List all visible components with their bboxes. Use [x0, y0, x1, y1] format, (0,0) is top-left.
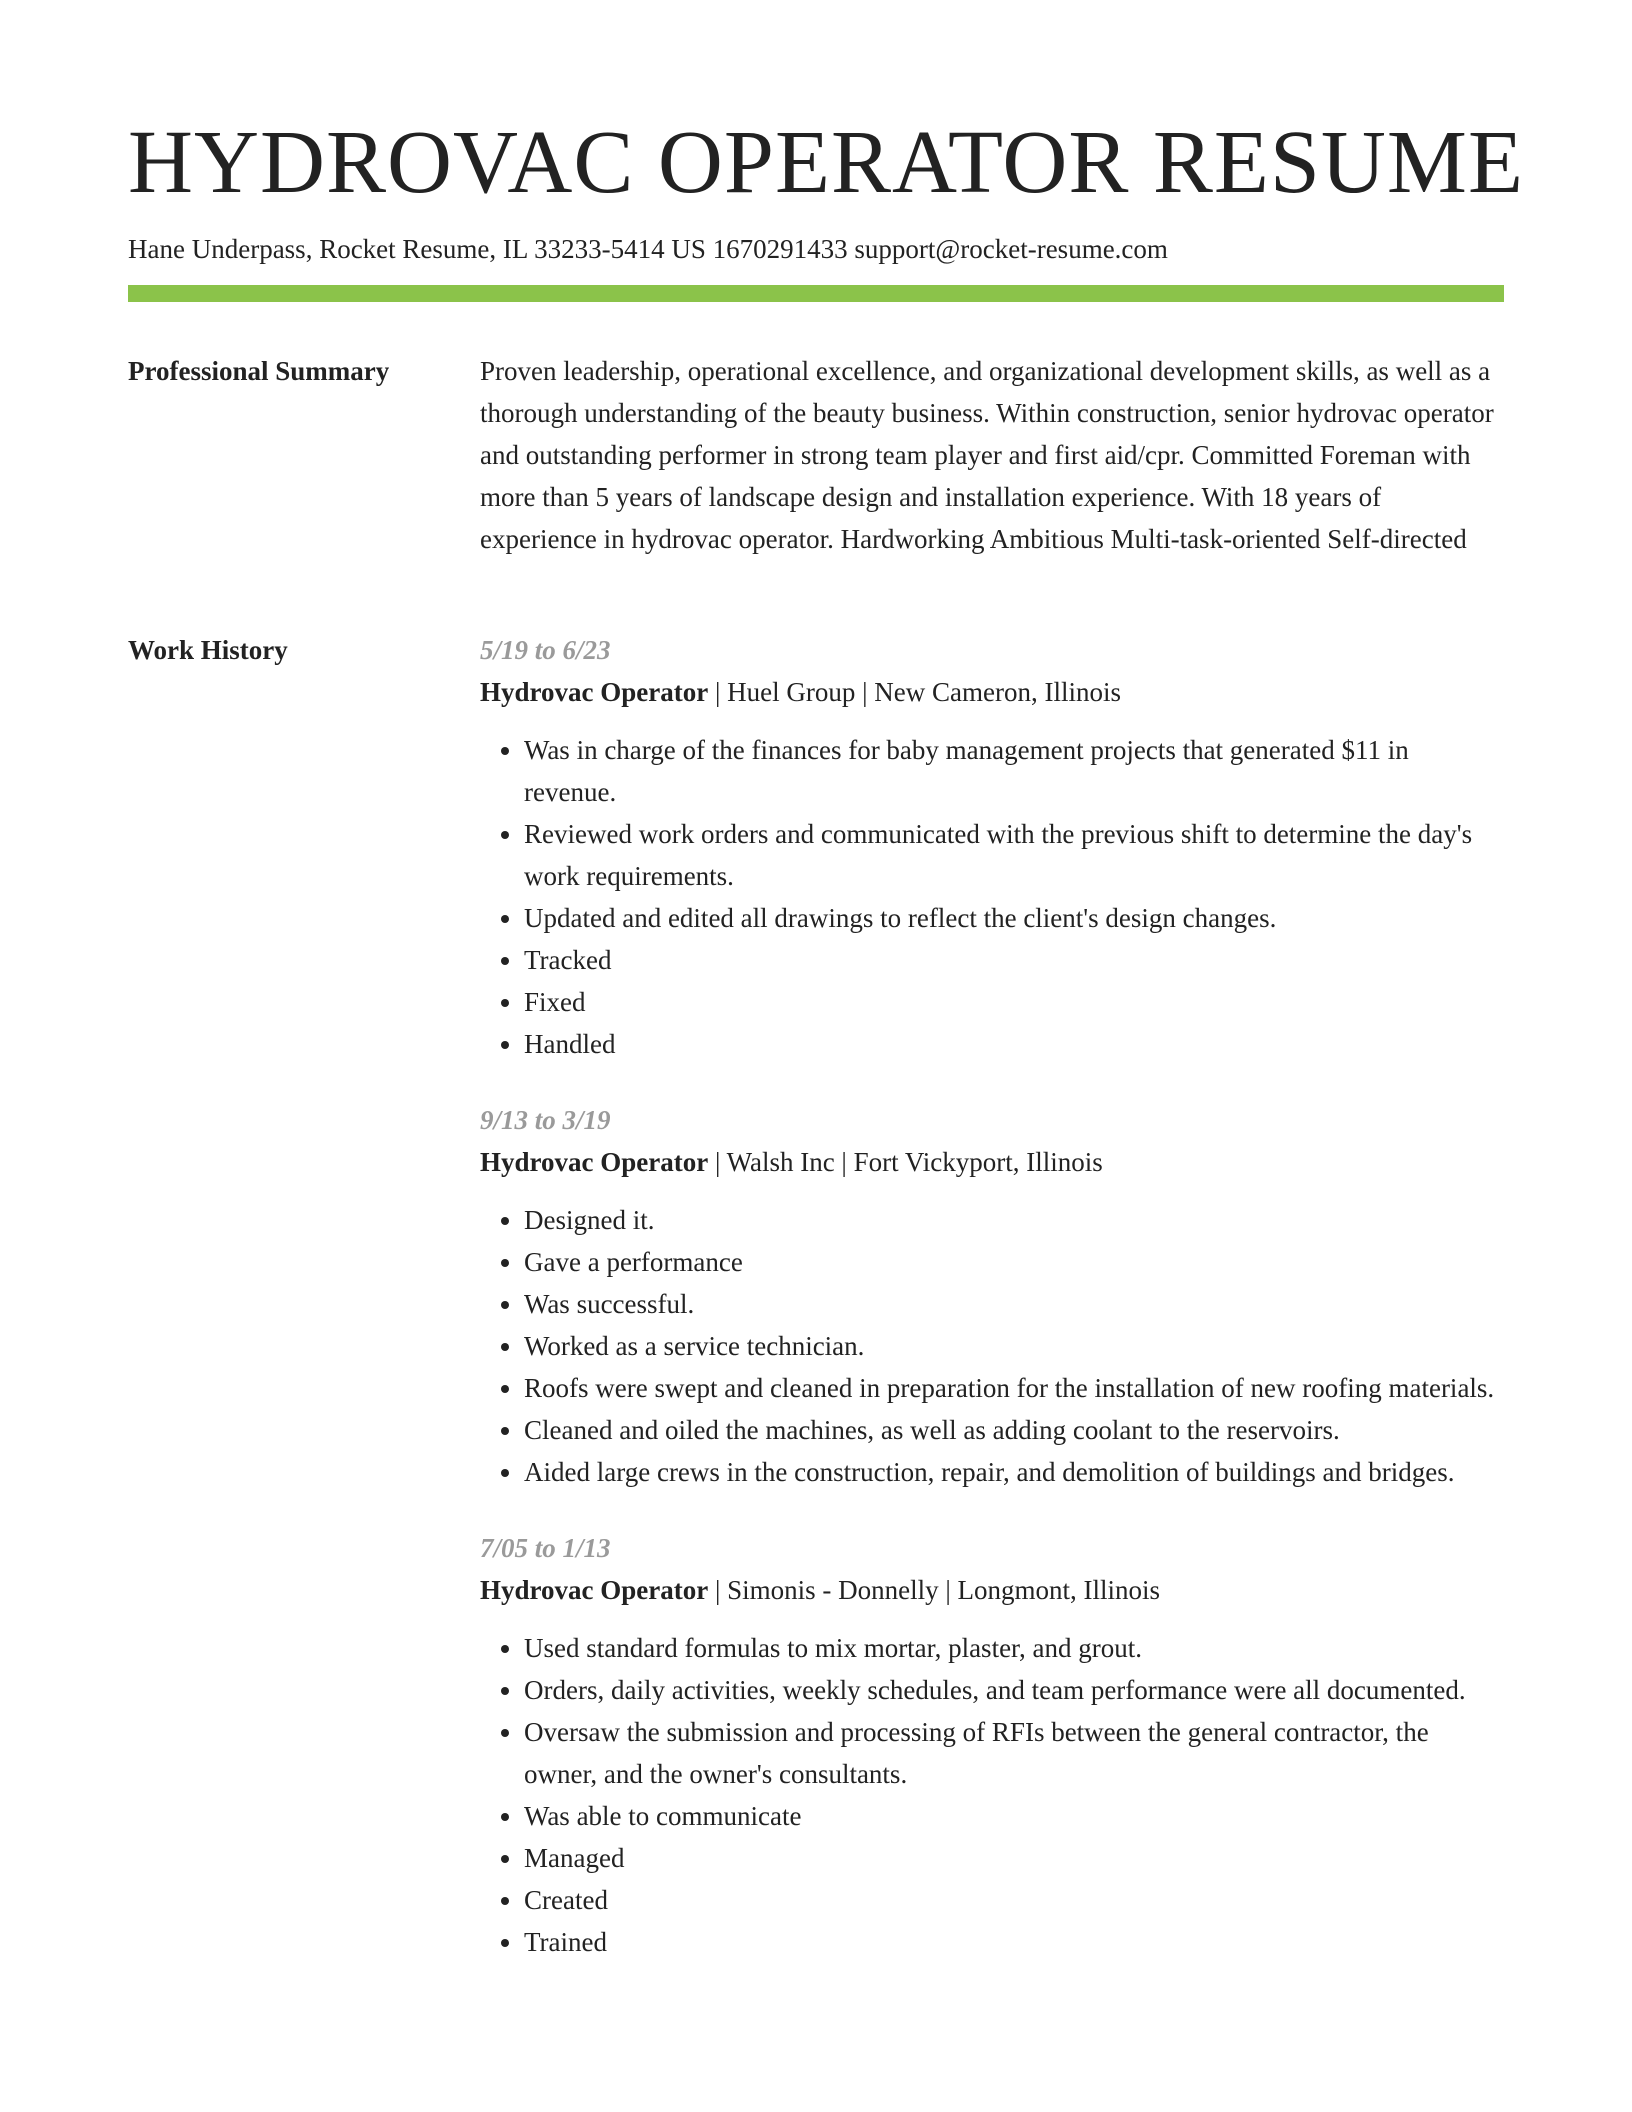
- job-bullet: • Gave a performance: [524, 1241, 1504, 1283]
- job-bullet: • Aided large crews in the construction, repair, and demolition of buildings and bridges.: [524, 1451, 1504, 1493]
- job-bullet: • Was successful.: [524, 1283, 1504, 1325]
- accent-divider: [128, 285, 1504, 302]
- job-dates: 5/19 to 6/23: [480, 635, 611, 665]
- job-bullet: • Was in charge of the finances for baby management projects that generated $11 in revenue.: [524, 729, 1504, 813]
- job-bullets: [480, 1199, 1504, 1493]
- job-title-line: [480, 1141, 1504, 1183]
- job-role: Hydrovac Operator: [480, 1575, 709, 1605]
- job-bullet: • Tracked: [524, 939, 1504, 981]
- job-details: | Simonis - Donnelly | Longmont, Illinois: [708, 1575, 1161, 1605]
- job-bullet: • Cleaned and oiled the machines, as well as adding coolant to the reservoirs.: [524, 1409, 1504, 1451]
- job-bullet: • Created: [524, 1879, 1504, 1921]
- job-bullet: • Fixed: [524, 981, 1504, 1023]
- job-dates: 9/13 to 3/19: [480, 1105, 611, 1135]
- job-bullets: [480, 729, 1504, 1065]
- job-bullet: • Trained: [524, 1921, 1504, 1963]
- resume-title: HYDROVAC OPERATOR RESUME: [128, 113, 1524, 212]
- job-bullet: • Worked as a service technician.: [524, 1325, 1504, 1367]
- job-bullets: [480, 1627, 1504, 1963]
- job-details: | Walsh Inc | Fort Vickyport, Illinois: [708, 1147, 1103, 1177]
- job-title-line: [480, 1569, 1504, 1611]
- job-bullet: • Reviewed work orders and communicated with the previous shift to determine the day's work requirements.: [524, 813, 1504, 897]
- job-bullet: • Managed: [524, 1837, 1504, 1879]
- job-bullet: • Handled: [524, 1023, 1504, 1065]
- job-bullet: • Roofs were swept and cleaned in preparation for the installation of new roofing materials.: [524, 1367, 1504, 1409]
- job-bullet: • Designed it.: [524, 1199, 1504, 1241]
- job-role: Hydrovac Operator: [480, 1147, 709, 1177]
- job-entry: [480, 629, 1504, 1065]
- job-bullet: • Used standard formulas to mix mortar, plaster, and grout.: [524, 1627, 1504, 1669]
- work-history-list: [480, 629, 1504, 1997]
- job-title-line: [480, 671, 1504, 713]
- job-role: Hydrovac Operator: [480, 677, 709, 707]
- job-bullet: • Updated and edited all drawings to reflect the client's design changes.: [524, 897, 1504, 939]
- job-entry: [480, 1099, 1504, 1493]
- summary-text: Proven leadership, operational excellence, and organizational development skills, as well as a thorough understanding of the beauty business. Within construction, senior hydrovac operator and outstanding performer in strong team player and first aid/cpr. Committed Foreman with more than 5 years of landscape design and installation experience. With 18 years of experience in hydrovac operator. Hardworking Ambitious Multi-task-oriented Self-directed: [480, 356, 1494, 554]
- job-bullet: • Orders, daily activities, weekly schedules, and team performance were all documented.: [524, 1669, 1504, 1711]
- job-bullet: • Oversaw the submission and processing of RFIs between the general contractor, the owner, and the owner's consultants.: [524, 1711, 1504, 1795]
- summary-label: Professional Summary: [128, 356, 390, 386]
- job-entry: [480, 1527, 1504, 1963]
- job-bullet: • Was able to communicate: [524, 1795, 1504, 1837]
- job-dates: 7/05 to 1/13: [480, 1533, 611, 1563]
- job-details: | Huel Group | New Cameron, Illinois: [708, 677, 1121, 707]
- work-history-label: Work History: [128, 635, 288, 665]
- contact-line: Hane Underpass, Rocket Resume, IL 33233-5414 US 1670291433 support@rocket-resume.com: [128, 234, 1168, 264]
